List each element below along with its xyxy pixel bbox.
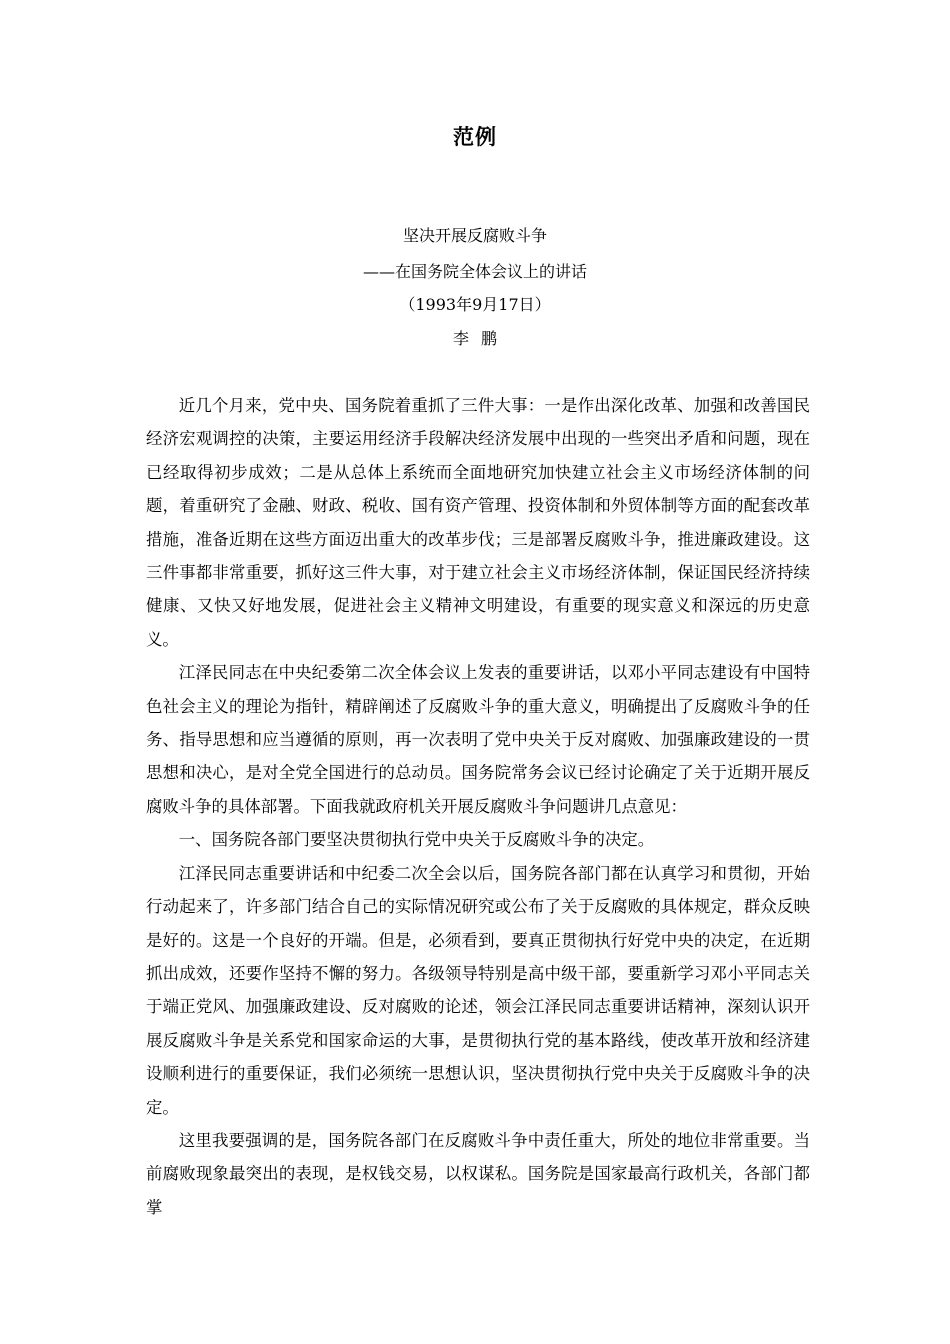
paragraph: 江泽民同志重要讲话和中纪委二次全会以后，国务院各部门都在认真学习和贯彻，开始行动起来了，许多部门结合自己的实际情况研究或公布了关于反腐败的具体规定，群众反映是好的。这是一个良好的开端。但是，必须看到，要真正贯彻执行好党中央的决定，在近期抓出成效，还要作坚持不懈的努力。各级领导特别是高中级干部，要重新学习邓小平同志关于端正党风、加强廉政建设、反对腐败的论述，领会江泽民同志重要讲话精神，深刻认识开展反腐败斗争是关系党和国家命运的大事，是贯彻执行党的基本路线，使改革开放和经济建设顺利进行的重要保证，我们必须统一思想认识，坚决贯彻执行党中央关于反腐败斗争的决定。	[146, 863, 810, 1117]
article-title: 坚决开展反腐败斗争	[402, 226, 547, 245]
article-author: 李鹏	[452, 329, 509, 348]
paragraph: 江泽民同志在中央纪委第二次全体会议上发表的重要讲话，以邓小平同志建设有中国特色社会主义的理论为指针，精辟阐述了反腐败斗争的重大意义，明确提出了反腐败斗争的任务、指导思想和应当遵循的原则，再一次表明了党中央关于反对腐败、加强廉政建设的一贯思想和决心，是对全党全国进行的总动员。国务院常务会议已经讨论确定了关于近期开展反腐败斗争的具体部署。下面我就政府机关开展反腐败斗争问题讲几点意见：	[146, 663, 810, 816]
article-date: （1993年9月17日）	[399, 295, 551, 314]
article-body	[146, 389, 810, 1224]
paragraph: 这里我要强调的是，国务院各部门在反腐败斗争中责任重大，所处的地位非常重要。当前腐败现象最突出的表现，是权钱交易，以权谋私。国务院是国家最高行政机关，各部门都掌	[146, 1130, 810, 1217]
paragraph: 近几个月来，党中央、国务院着重抓了三件大事：一是作出深化改革、加强和改善国民经济宏观调控的决策，主要运用经济手段解决经济发展中出现的一些突出矛盾和问题，现在已经取得初步成效；二是从总体上系统而全面地研究加快建立社会主义市场经济体制的问题，着重研究了金融、财政、税收、国有资产管理、投资体制和外贸体制等方面的配套改革措施，准备近期在这些方面迈出重大的改革步伐；三是部署反腐败斗争，推进廉政建设。这三件事都非常重要，抓好这三件大事，对于建立社会主义市场经济体制，保证国民经济持续健康、又快又好地发展，促进社会主义精神文明建设，有重要的现实意义和深远的历史意义。	[146, 396, 810, 649]
section-heading: 一、国务院各部门要坚决贯彻执行党中央关于反腐败斗争的决定。	[178, 830, 655, 850]
page-heading: 范例	[453, 125, 497, 149]
article-subtitle: ——在国务院全体会议上的讲话	[362, 262, 587, 281]
